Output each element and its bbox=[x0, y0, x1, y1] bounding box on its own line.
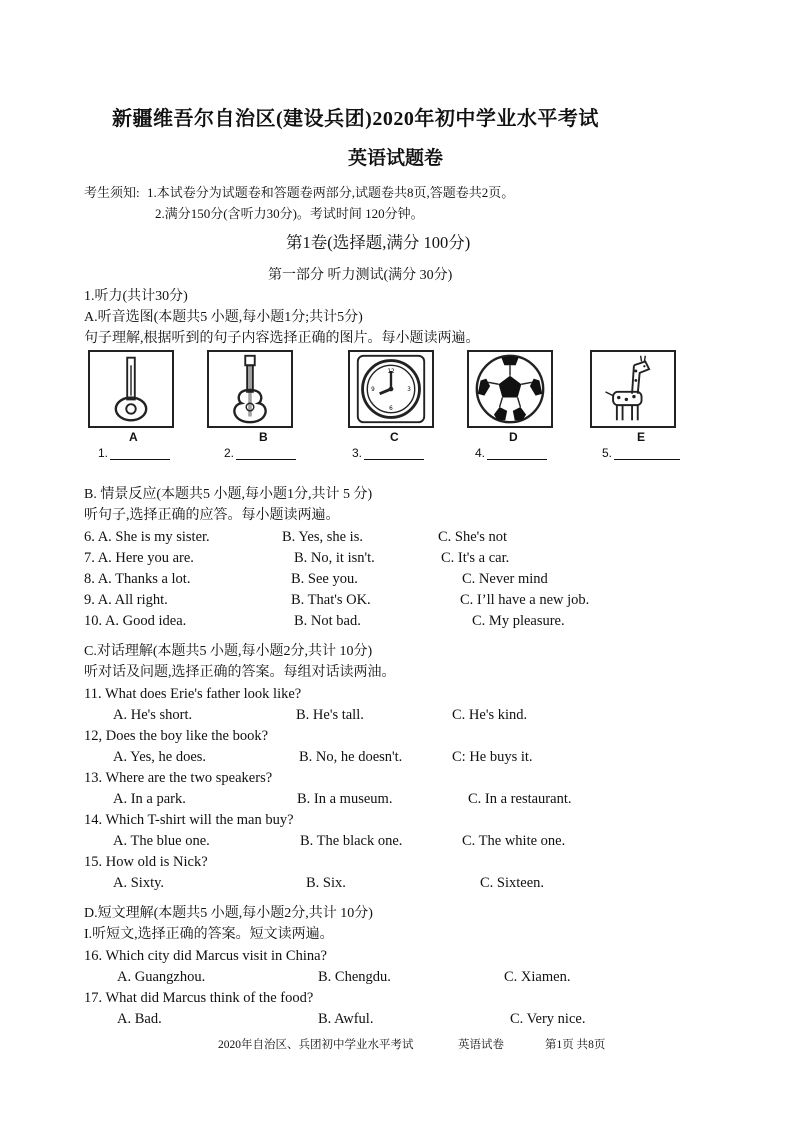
guitar-icon bbox=[209, 352, 291, 426]
volume-title: 第1卷(选择题,满分 100分) bbox=[286, 233, 471, 252]
answer-slot-label: 4. bbox=[475, 446, 486, 460]
notice-item-2: 2.满分150分(含听力30分)。考试时间 120分钟。 bbox=[155, 206, 424, 221]
answer-slot-5[interactable] bbox=[602, 446, 680, 460]
svg-text:12: 12 bbox=[387, 368, 395, 375]
q11-option-b: B. He's tall. bbox=[296, 707, 364, 723]
section-b-heading: B. 情景反应(本题共5 小题,每小题1分,共计 5 分) bbox=[84, 487, 373, 502]
q6-option-b: B. Yes, she is. bbox=[282, 529, 363, 545]
q9-option-c: C. I’ll have a new job. bbox=[460, 592, 590, 608]
q13-option-b: B. In a museum. bbox=[297, 791, 393, 807]
notice-item-1: 1.本试卷分为试题卷和答题卷两部分,试题卷共8页,答题卷共2页。 bbox=[147, 185, 515, 200]
q11-option-a: A. He's short. bbox=[113, 707, 193, 723]
q8-option-a: 8. A. Thanks a lot. bbox=[84, 571, 191, 587]
picture-c-letter: C bbox=[390, 430, 399, 444]
answer-slot-label: 5. bbox=[602, 446, 613, 460]
answer-blank[interactable] bbox=[614, 447, 680, 460]
q7-option-b: B. No, it isn't. bbox=[294, 550, 375, 566]
notice-label: 考生须知: bbox=[84, 185, 140, 200]
q7-option-c: C. It's a car. bbox=[441, 550, 510, 566]
footer-page-number: 第1页 共8页 bbox=[545, 1039, 606, 1051]
q15-option-a: A. Sixty. bbox=[113, 875, 165, 891]
answer-blank[interactable] bbox=[110, 447, 170, 460]
q15-question: 15. How old is Nick? bbox=[84, 854, 208, 870]
svg-text:9: 9 bbox=[371, 386, 375, 393]
q11-question: 11. What does Erie's father look like? bbox=[84, 686, 302, 702]
picture-c bbox=[348, 350, 434, 428]
key-icon bbox=[90, 352, 172, 426]
answer-slot-2[interactable] bbox=[224, 446, 296, 460]
q8-option-b: B. See you. bbox=[291, 571, 358, 587]
q16-question: 16. Which city did Marcus visit in China? bbox=[84, 948, 327, 964]
q9-option-a: 9. A. All right. bbox=[84, 592, 168, 608]
picture-a bbox=[88, 350, 174, 428]
section-d-instruction: I.听短文,选择正确的答案。短文读两遍。 bbox=[84, 927, 334, 942]
q16-option-a: A. Guangzhou. bbox=[117, 969, 206, 985]
section-b-instruction: 听句子,选择正确的应答。每小题读两遍。 bbox=[84, 508, 340, 523]
picture-e-letter: E bbox=[637, 430, 646, 444]
q10-option-c: C. My pleasure. bbox=[472, 613, 565, 629]
q11-option-c: C. He's kind. bbox=[452, 707, 528, 723]
q6-option-a: 6. A. She is my sister. bbox=[84, 529, 210, 545]
picture-b bbox=[207, 350, 293, 428]
section-c-instruction: 听对话及问题,选择正确的答案。每组对话读两油。 bbox=[84, 665, 396, 680]
footer-exam: 2020年自治区、兵团初中学业水平考试 bbox=[218, 1039, 414, 1051]
q15-option-b: B. Six. bbox=[306, 875, 346, 891]
section-a-heading: A.听音选图(本题共5 小题,每小题1分;共计5分) bbox=[84, 310, 363, 325]
q17-option-c: C. Very nice. bbox=[510, 1011, 586, 1027]
q17-option-a: A. Bad. bbox=[117, 1011, 162, 1027]
q7-option-a: 7. A. Here you are. bbox=[84, 550, 194, 566]
answer-slot-label: 3. bbox=[352, 446, 363, 460]
q8-option-c: C. Never mind bbox=[462, 571, 548, 587]
part-title: 第一部分 听力测试(满分 30分) bbox=[268, 268, 453, 283]
picture-e bbox=[590, 350, 676, 428]
q15-option-c: C. Sixteen. bbox=[480, 875, 545, 891]
picture-d-letter: D bbox=[509, 430, 518, 444]
soccer-ball-icon bbox=[469, 352, 551, 426]
answer-blank[interactable] bbox=[236, 447, 296, 460]
answer-slot-label: 2. bbox=[224, 446, 235, 460]
q10-option-a: 10. A. Good idea. bbox=[84, 613, 187, 629]
svg-text:3: 3 bbox=[407, 386, 411, 393]
section-d-heading: D.短文理解(本题共5 小题,每小题2分,共计 10分) bbox=[84, 906, 373, 921]
exam-title: 新疆维吾尔自治区(建设兵团)2020年初中学业水平考试 bbox=[112, 108, 599, 130]
q12-question: 12, Does the boy like the book? bbox=[84, 728, 269, 744]
answer-blank[interactable] bbox=[364, 447, 424, 460]
q13-option-c: C. In a restaurant. bbox=[468, 791, 572, 807]
q10-option-b: B. Not bad. bbox=[294, 613, 361, 629]
q12-option-a: A. Yes, he does. bbox=[113, 749, 207, 765]
picture-b-letter: B bbox=[259, 430, 268, 444]
answer-blank[interactable] bbox=[487, 447, 547, 460]
q17-option-b: B. Awful. bbox=[318, 1011, 374, 1027]
q12-option-b: B. No, he doesn't. bbox=[299, 749, 403, 765]
q16-option-b: B. Chengdu. bbox=[318, 969, 391, 985]
q16-option-c: C. Xiamen. bbox=[504, 969, 571, 985]
q17-question: 17. What did Marcus think of the food? bbox=[84, 990, 314, 1006]
answer-slot-4[interactable] bbox=[475, 446, 547, 460]
q12-option-c: C: He buys it. bbox=[452, 749, 533, 765]
footer-subject: 英语试卷 bbox=[458, 1039, 504, 1051]
q13-question: 13. Where are the two speakers? bbox=[84, 770, 273, 786]
answer-slot-label: 1. bbox=[98, 446, 109, 460]
q13-option-a: A. In a park. bbox=[113, 791, 186, 807]
section-a-instruction: 句子理解,根据听到的句子内容选择正确的图片。每小题读两遍。 bbox=[84, 331, 480, 346]
q14-option-a: A. The blue one. bbox=[113, 833, 210, 849]
listening-heading: 1.听力(共计30分) bbox=[84, 289, 188, 304]
svg-text:6: 6 bbox=[389, 405, 393, 412]
q14-option-c: C. The white one. bbox=[462, 833, 566, 849]
picture-a-letter: A bbox=[129, 430, 138, 444]
section-c-heading: C.对话理解(本题共5 小题,每小题2分,共计 10分) bbox=[84, 644, 373, 659]
q9-option-b: B. That's OK. bbox=[291, 592, 371, 608]
q6-option-c: C. She's not bbox=[438, 529, 508, 545]
q14-question: 14. Which T-shirt will the man buy? bbox=[84, 812, 294, 828]
answer-slot-1[interactable] bbox=[98, 446, 170, 460]
giraffe-icon bbox=[592, 352, 674, 426]
picture-d bbox=[467, 350, 553, 428]
q14-option-b: B. The black one. bbox=[300, 833, 403, 849]
answer-slot-3[interactable] bbox=[352, 446, 424, 460]
paper-subtitle: 英语试题卷 bbox=[348, 148, 444, 169]
clock-icon bbox=[350, 352, 432, 426]
